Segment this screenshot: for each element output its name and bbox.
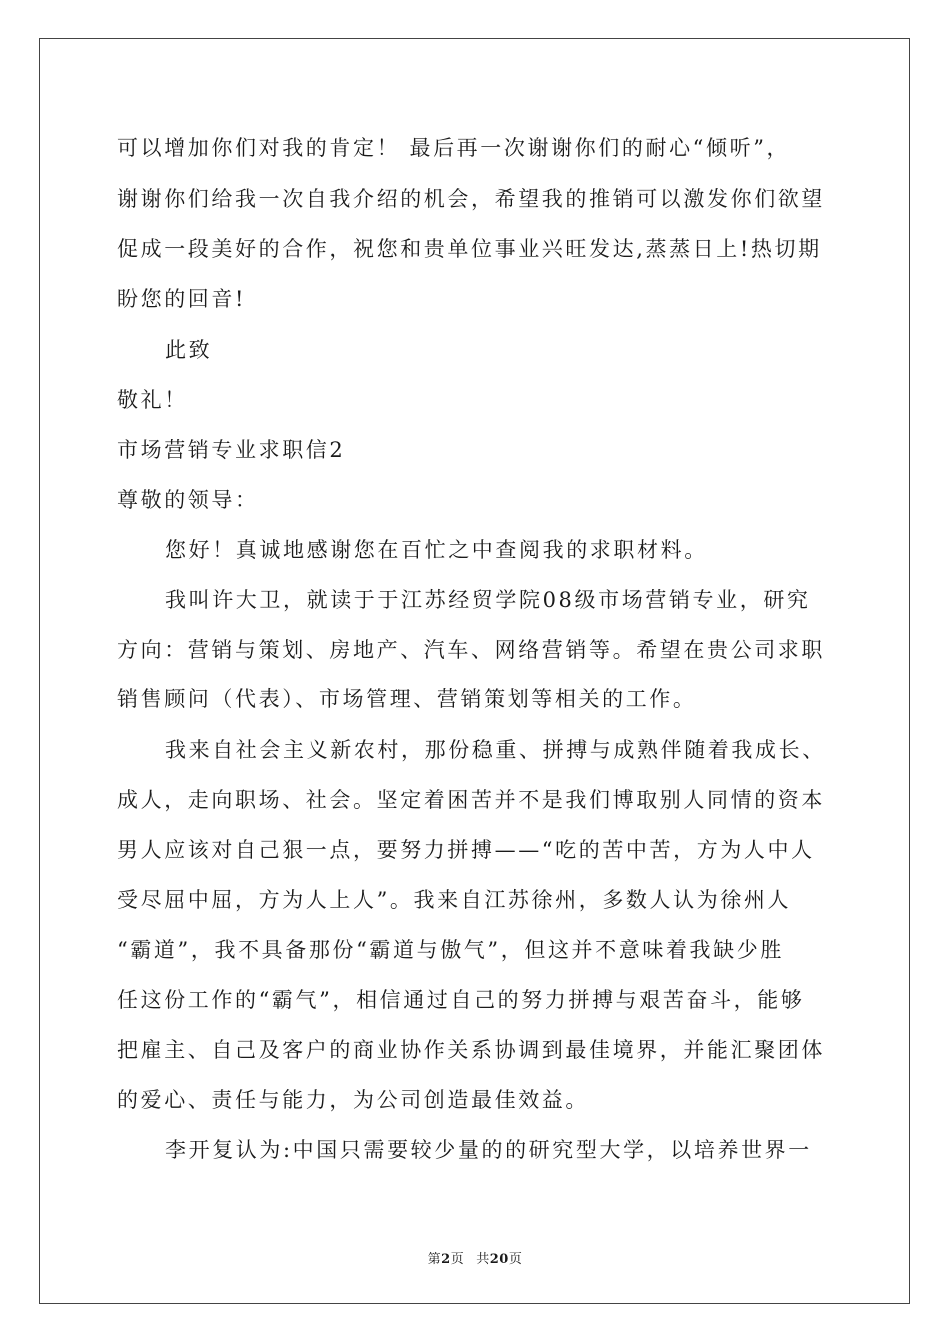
- text-line: 把雇主、自己及客户的商业协作关系协调到最佳境界，并能汇聚团体: [117, 1038, 825, 1062]
- text-line: 盼您的回音!: [117, 287, 247, 311]
- paragraph-start: 李开复认为:中国只需要较少量的的研究型大学，以培养世界一: [165, 1138, 812, 1162]
- text-line: 成人，走向职场、社会。坚定着困苦并不是我们博取别人同情的资本: [117, 788, 825, 812]
- paragraph-start: 您好！真诚地感谢您在百忙之中查阅我的求职材料。: [165, 538, 708, 562]
- paragraph-start: 我叫许大卫，就读于于江苏经贸学院08级市场营销专业，研究: [165, 588, 811, 612]
- text-line: 谢谢你们给我一次自我介绍的机会，希望我的推销可以激发你们欲望: [117, 187, 825, 211]
- page-footer: [0, 1248, 950, 1267]
- text-line: 促成一段美好的合作，祝您和贵单位事业兴旺发达,蒸蒸日上!热切期: [117, 237, 822, 261]
- page-suffix: 页: [450, 1252, 465, 1267]
- text-line: 可以增加你们对我的肯定！ 最后再一次谢谢你们的耐心“倾听”，: [117, 136, 791, 160]
- page-number: 2: [441, 1252, 451, 1267]
- page-prefix: 第: [427, 1252, 442, 1267]
- total-prefix: 共: [476, 1252, 490, 1267]
- text-line: 销售顾问（代表）、市场管理、营销策划等相关的工作。: [117, 687, 697, 711]
- text-line: “霸道”，我不具备那份“霸道与傲气”，但这并不意味着我缺少胜: [117, 938, 784, 962]
- total-suffix: 页: [508, 1252, 523, 1267]
- paragraph-start: 我来自社会主义新农村，那份稳重、拼搏与成熟伴随着我成长、: [165, 738, 826, 762]
- text-line: 任这份工作的“霸气”，相信通过自己的努力拼搏与艰苦奋斗，能够: [117, 988, 805, 1012]
- total-pages: 20: [489, 1252, 509, 1267]
- text-line: 男人应该对自己狠一点，要努力拼搏——“吃的苦中苦，方为人中人: [117, 838, 815, 862]
- section-title: 市场营销专业求职信2: [117, 438, 346, 462]
- text-line: 受尽屈中屈，方为人上人”。我来自江苏徐州，多数人认为徐州人: [117, 888, 792, 912]
- page-border: [39, 38, 910, 1304]
- text-line: 的爱心、责任与能力，为公司创造最佳效益。: [117, 1088, 589, 1112]
- closing-salutation: 此致: [165, 338, 213, 362]
- text-line: 方向：营销与策划、房地产、汽车、网络营销等。希望在贵公司求职: [117, 638, 825, 662]
- closing-regards: 敬礼！: [117, 388, 188, 412]
- letter-greeting: 尊敬的领导：: [117, 488, 259, 512]
